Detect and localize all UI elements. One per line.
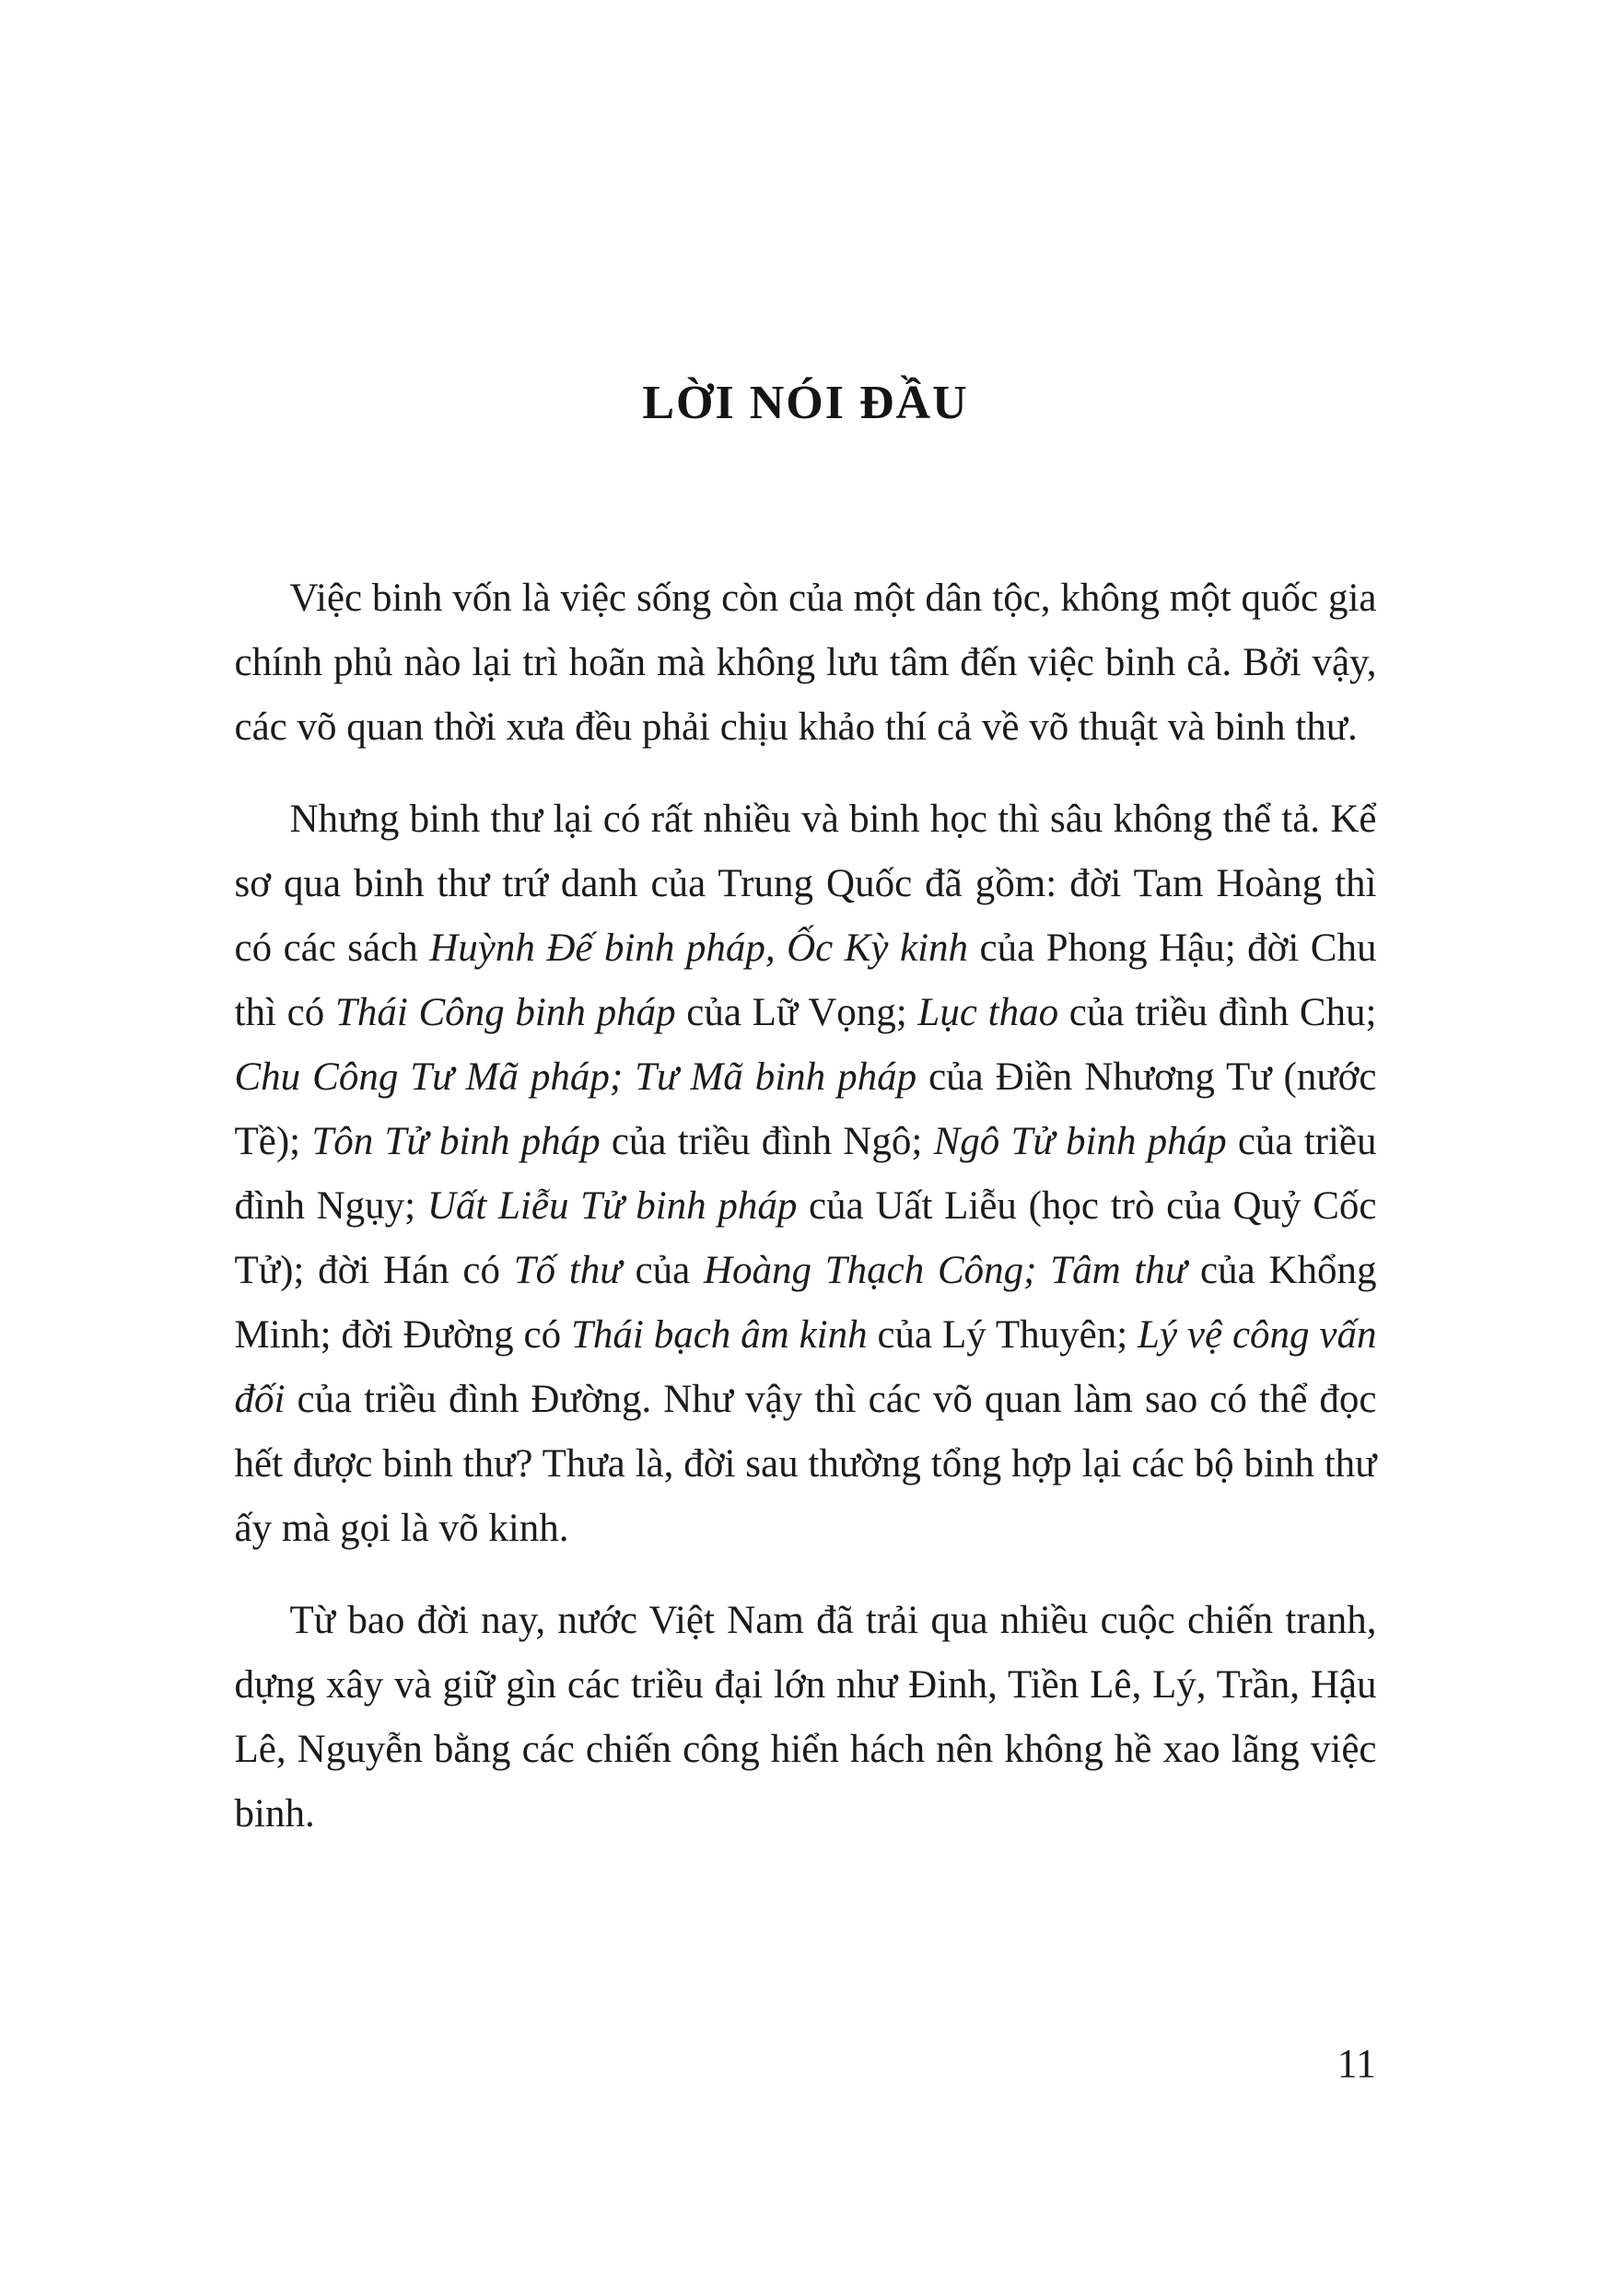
text-run: của Lý Thuyên;	[867, 1313, 1138, 1357]
text-run: của	[621, 1249, 704, 1292]
text-run: của Lữ Vọng;	[675, 991, 918, 1034]
book-title-text: Thái bạch âm kinh	[570, 1313, 868, 1357]
body-text	[235, 566, 1377, 1847]
text-run: của triều đình Chu;	[1058, 991, 1377, 1034]
book-title-text: Tố thư	[513, 1249, 622, 1292]
text-run: Nhưng binh thư lại có rất nhiều và binh học thì sâu không thể tả. Kể sơ qua binh thư trứ danh của Trung Quốc đã gồm: đời Tam Hoàng thì có các sách	[234, 798, 1377, 970]
book-title-text: Lý vệ công vấn đối	[234, 1313, 1377, 1421]
text-run: của triều đình Ngụy;	[234, 1120, 1377, 1228]
book-title-text: Thái Công binh pháp	[334, 991, 676, 1034]
text-run: của Phong Hậu; đời Chu thì có	[234, 927, 1377, 1034]
book-title-text: Lục thao	[917, 991, 1059, 1034]
book-title-text: Tôn Tử binh pháp	[311, 1120, 601, 1163]
paragraph-2	[235, 787, 1377, 1561]
book-title-text: Huỳnh Đế binh pháp, Ốc Kỳ kinh	[429, 927, 969, 970]
book-title-text: Uất Liễu Tử binh pháp	[426, 1184, 798, 1228]
book-title-text: Ngô Tử binh pháp	[933, 1120, 1227, 1163]
text-run: của Điền Nhương Tư (nước Tề);	[234, 1055, 1377, 1163]
book-title-text: Chu Công Tư Mã pháp; Tư Mã binh pháp	[234, 1055, 917, 1099]
text-run: của Khổng Minh; đời Đường có	[234, 1249, 1377, 1357]
paragraph-3	[235, 1589, 1377, 1847]
book-title-text: Hoàng Thạch Công; Tâm thư	[703, 1249, 1187, 1292]
text-run: Việc binh vốn là việc sống còn của một dân tộc, không một quốc gia chính phủ nào lại trì hoãn mà không lưu tâm đến việc binh cả. Bởi vậy, các võ quan thời xưa đều phải chịu khảo thí cả về võ thuật và binh thư.	[234, 577, 1377, 749]
page-number: 11	[1337, 2041, 1376, 2086]
text-run: của Uất Liễu (học trò của Quỷ Cốc Tử); đời Hán có	[234, 1184, 1377, 1292]
text-run: của triều đình Đường. Như vậy thì các võ quan làm sao có thể đọc hết được binh thư? Thưa là, đời sau thường tổng hợp lại các bộ binh thư ấy mà gọi là võ kinh.	[234, 1378, 1377, 1550]
text-run: của triều đình Ngô;	[600, 1120, 934, 1163]
page-title: LỜI NÓI ĐẦU	[642, 377, 969, 429]
paragraph-1	[235, 566, 1377, 760]
text-run: Từ bao đời nay, nước Việt Nam đã trải qua nhiều cuộc chiến tranh, dựng xây và giữ gìn các triều đại lớn như Đinh, Tiền Lê, Lý, Trần, Hậu Lê, Nguyễn bằng các chiến công hiển hách nên không hề xao lãng việc binh.	[234, 1599, 1377, 1836]
